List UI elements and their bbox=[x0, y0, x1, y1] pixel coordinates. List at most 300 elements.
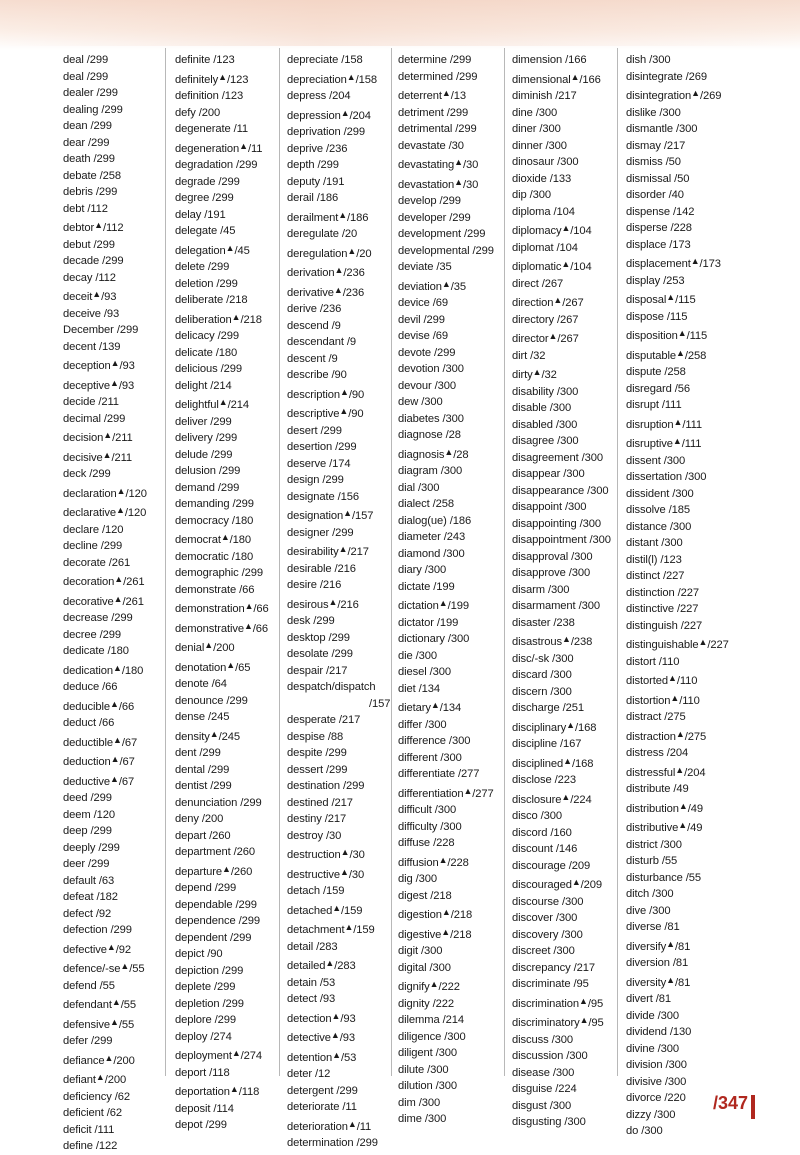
index-entry: devil /299 bbox=[398, 313, 445, 326]
triangle-marker-icon: ▲ bbox=[339, 406, 349, 416]
index-entry: decree /299 bbox=[63, 628, 121, 641]
index-entry: debate /258 bbox=[63, 169, 122, 182]
index-entry: diagnose /28 bbox=[398, 429, 461, 441]
index-entry: despise /88 bbox=[287, 730, 344, 743]
index-entry: deer /299 bbox=[63, 858, 110, 870]
index-entry: deductive▲/67 bbox=[63, 773, 135, 788]
index-entry: diner /300 bbox=[512, 123, 561, 135]
index-entry: digest /218 bbox=[398, 889, 452, 902]
index-entry: debut /299 bbox=[63, 238, 115, 251]
index-entry: depreciate /158 bbox=[287, 54, 363, 66]
triangle-marker-icon: ▲ bbox=[454, 157, 463, 167]
index-entry: December /299 bbox=[63, 324, 139, 336]
index-entry: defiant▲/200 bbox=[63, 1072, 127, 1086]
index-entry: different /300 bbox=[398, 751, 462, 764]
index-entry: discount /146 bbox=[512, 843, 578, 855]
index-entry: discriminate /95 bbox=[512, 978, 589, 990]
triangle-marker-icon: ▲ bbox=[116, 485, 126, 496]
index-entry: distinguish /227 bbox=[626, 619, 703, 632]
triangle-marker-icon: ▲ bbox=[561, 259, 571, 269]
index-entry: definite /123 bbox=[175, 54, 235, 66]
index-entry: dictator /199 bbox=[398, 616, 459, 629]
index-entry: deprive /236 bbox=[287, 142, 348, 155]
index-entry: dislike /300 bbox=[626, 106, 681, 119]
index-entry: discreet /300 bbox=[512, 945, 575, 957]
index-entry: derivative▲/236 bbox=[287, 284, 365, 299]
index-entry: differentiation▲/277 bbox=[398, 785, 494, 800]
index-entry: dioxide /133 bbox=[512, 172, 572, 185]
index-entry: dilution /300 bbox=[398, 1080, 458, 1092]
index-entry: designer /299 bbox=[287, 526, 354, 539]
index-entry: desirable /216 bbox=[287, 562, 356, 575]
index-entry: decorate /261 bbox=[63, 556, 131, 569]
triangle-marker-icon: ▲ bbox=[666, 938, 675, 949]
index-entry: delightful▲/214 bbox=[175, 397, 249, 411]
index-entry: diploma /104 bbox=[512, 205, 575, 218]
index-entry: /157 bbox=[369, 697, 391, 710]
index-entry: disarmament /300 bbox=[512, 600, 600, 612]
index-entry: describe /90 bbox=[287, 369, 347, 381]
index-entry: diplomat /104 bbox=[512, 241, 578, 254]
index-entry: dictionary /300 bbox=[398, 633, 470, 645]
index-entry: dealer /299 bbox=[63, 87, 118, 99]
index-entry: death /299 bbox=[63, 153, 115, 165]
index-entry: devote /299 bbox=[398, 346, 456, 359]
index-entry: depression▲/204 bbox=[287, 107, 371, 122]
index-entry: dime /300 bbox=[398, 1113, 447, 1125]
triangle-marker-icon: ▲ bbox=[110, 358, 120, 368]
index-entry: disabled /300 bbox=[512, 418, 578, 431]
index-entry: defy /200 bbox=[175, 106, 221, 119]
triangle-marker-icon: ▲ bbox=[332, 902, 342, 913]
index-entry: disruptive▲/111 bbox=[626, 436, 702, 450]
index-entry: denunciation /299 bbox=[175, 796, 262, 809]
index-entry: deserve /174 bbox=[287, 457, 351, 470]
index-entry: depict /90 bbox=[175, 948, 223, 960]
index-entry: distributive▲/49 bbox=[626, 820, 703, 834]
triangle-marker-icon: ▲ bbox=[670, 692, 680, 703]
index-entry: deterioration▲/11 bbox=[287, 1118, 372, 1133]
index-entry: disperse /228 bbox=[626, 222, 692, 234]
index-entry: disarm /300 bbox=[512, 583, 570, 596]
index-entry: disaster /238 bbox=[512, 616, 575, 629]
index-entry: degeneration▲/11 bbox=[175, 140, 263, 155]
index-entry: devastation▲/30 bbox=[398, 176, 479, 191]
index-entry: desirous▲/216 bbox=[287, 596, 359, 611]
index-entry: deceptive▲/93 bbox=[63, 377, 135, 392]
triangle-marker-icon: ▲ bbox=[698, 637, 708, 647]
index-entry: defensive▲/55 bbox=[63, 1016, 135, 1031]
index-entry: diplomacy▲/104 bbox=[512, 223, 592, 237]
index-entry: deposit /114 bbox=[175, 1102, 234, 1115]
triangle-marker-icon: ▲ bbox=[454, 176, 463, 187]
index-entry: discord /160 bbox=[512, 826, 572, 839]
triangle-marker-icon: ▲ bbox=[344, 922, 354, 932]
index-entry: despatch/dispatch bbox=[287, 681, 376, 693]
triangle-marker-icon: ▲ bbox=[429, 979, 439, 989]
index-entry: distress /204 bbox=[626, 747, 689, 759]
index-entry: dean /299 bbox=[63, 120, 112, 132]
index-entry: declare /120 bbox=[63, 523, 124, 536]
triangle-marker-icon: ▲ bbox=[243, 620, 253, 631]
index-entry: discharge /251 bbox=[512, 702, 584, 714]
index-entry: diligent /300 bbox=[398, 1047, 458, 1059]
index-entry: discourse /300 bbox=[512, 895, 584, 908]
triangle-marker-icon: ▲ bbox=[244, 601, 254, 611]
index-entry: disappointing /300 bbox=[512, 517, 602, 530]
index-entry: derailment▲/186 bbox=[287, 209, 369, 224]
triangle-marker-icon: ▲ bbox=[332, 1049, 341, 1060]
page-number-bar bbox=[751, 1095, 755, 1119]
index-entry: divert /81 bbox=[626, 993, 672, 1005]
index-column-2 bbox=[175, 52, 287, 1134]
index-entry: delegation▲/45 bbox=[175, 242, 250, 257]
index-entry: diffusion▲/228 bbox=[398, 854, 469, 869]
triangle-marker-icon: ▲ bbox=[239, 140, 248, 151]
index-entry: deep /299 bbox=[63, 825, 112, 837]
triangle-marker-icon: ▲ bbox=[328, 596, 338, 607]
index-entry: defend /55 bbox=[63, 979, 115, 992]
index-entry: denounce /299 bbox=[175, 694, 248, 707]
index-entry: denotation▲/65 bbox=[175, 659, 251, 674]
index-entry: destructive▲/30 bbox=[287, 866, 365, 881]
index-entry: dental /299 bbox=[175, 763, 230, 776]
index-entry: diligence /300 bbox=[398, 1030, 466, 1043]
index-entry: dive /300 bbox=[626, 904, 671, 917]
triangle-marker-icon: ▲ bbox=[110, 773, 119, 784]
index-entry: despite /299 bbox=[287, 747, 347, 759]
index-entry: diversion /81 bbox=[626, 957, 689, 969]
triangle-marker-icon: ▲ bbox=[333, 284, 343, 295]
triangle-marker-icon: ▲ bbox=[441, 926, 451, 937]
index-entry: designation▲/157 bbox=[287, 508, 374, 522]
index-entry: discriminatory▲/95 bbox=[512, 1015, 604, 1029]
index-entry: degenerate /11 bbox=[175, 123, 249, 135]
index-entry: development /299 bbox=[398, 228, 486, 240]
index-entry: determined /299 bbox=[398, 70, 478, 83]
index-entry: disagreement /300 bbox=[512, 451, 603, 464]
index-entry: delicacy /299 bbox=[175, 330, 240, 342]
triangle-marker-icon: ▲ bbox=[226, 659, 236, 670]
index-entry: divine /300 bbox=[626, 1042, 680, 1055]
index-entry: diffuse /228 bbox=[398, 837, 455, 849]
index-entry: divisive /300 bbox=[626, 1075, 687, 1088]
index-column-3 bbox=[287, 52, 399, 1152]
triangle-marker-icon: ▲ bbox=[110, 1016, 119, 1027]
index-entry: do /300 bbox=[626, 1125, 663, 1137]
index-entry: detachment▲/159 bbox=[287, 922, 375, 936]
triangle-marker-icon: ▲ bbox=[340, 847, 350, 857]
index-entry: depiction /299 bbox=[175, 964, 244, 977]
triangle-marker-icon: ▲ bbox=[209, 728, 219, 739]
index-entry: department /260 bbox=[175, 846, 255, 858]
triangle-marker-icon: ▲ bbox=[566, 719, 575, 730]
index-entry: devour /300 bbox=[398, 379, 456, 392]
index-entry: departure▲/260 bbox=[175, 863, 253, 878]
index-entry: detailed▲/283 bbox=[287, 958, 356, 972]
index-entry: dialog(ue) /186 bbox=[398, 514, 472, 527]
triangle-marker-icon: ▲ bbox=[673, 416, 683, 427]
index-entry: deliberate /218 bbox=[175, 294, 248, 306]
index-entry: dedication▲/180 bbox=[63, 662, 144, 677]
index-entry: disapprove /300 bbox=[512, 567, 591, 579]
index-entry: deductible▲/67 bbox=[63, 734, 138, 749]
index-entry: decade /299 bbox=[63, 255, 124, 267]
index-entry: detection▲/93 bbox=[287, 1010, 356, 1025]
index-entry: declaration▲/120 bbox=[63, 485, 147, 500]
index-entry: detail /283 bbox=[287, 940, 338, 953]
index-entry: dilute /300 bbox=[398, 1063, 449, 1076]
index-entry: dividend /130 bbox=[626, 1026, 692, 1038]
triangle-marker-icon: ▲ bbox=[343, 508, 352, 518]
index-entry: discussion /300 bbox=[512, 1050, 588, 1062]
index-entry: device /69 bbox=[398, 297, 448, 309]
index-entry: define /122 bbox=[63, 1140, 118, 1152]
index-entry: decimal /299 bbox=[63, 412, 126, 425]
index-entry: deck /299 bbox=[63, 468, 111, 480]
index-entry: disposal▲/115 bbox=[626, 292, 696, 306]
index-entry: disclose /223 bbox=[512, 774, 577, 786]
index-entry: destiny /217 bbox=[287, 813, 347, 825]
index-entry: destined /217 bbox=[287, 796, 353, 809]
index-column-6 bbox=[626, 52, 738, 1140]
index-entry: depot /299 bbox=[175, 1119, 227, 1131]
index-entry: deportation▲/118 bbox=[175, 1084, 260, 1098]
index-entry: discard /300 bbox=[512, 669, 572, 681]
index-entry: divorce /220 bbox=[626, 1092, 686, 1104]
index-entry: digestion▲/218 bbox=[398, 907, 473, 921]
triangle-marker-icon: ▲ bbox=[325, 958, 335, 968]
index-entry: disclosure▲/224 bbox=[512, 791, 592, 806]
index-entry: desirability▲/217 bbox=[287, 544, 369, 558]
index-entry: direct /267 bbox=[512, 277, 564, 290]
triangle-marker-icon: ▲ bbox=[561, 791, 571, 802]
index-entry: dissertation /300 bbox=[626, 471, 707, 483]
index-entry: distance /300 bbox=[626, 520, 692, 533]
index-entry: digit /300 bbox=[398, 945, 443, 957]
index-entry: disregard /56 bbox=[626, 382, 691, 395]
index-entry: diesel /300 bbox=[398, 666, 452, 678]
triangle-marker-icon: ▲ bbox=[678, 800, 688, 811]
index-entry: destination /299 bbox=[287, 780, 365, 792]
index-entry: disputable▲/258 bbox=[626, 347, 707, 362]
index-column-1 bbox=[63, 52, 175, 1155]
triangle-marker-icon: ▲ bbox=[95, 1072, 105, 1082]
triangle-marker-icon: ▲ bbox=[103, 430, 113, 440]
index-entry: despair /217 bbox=[287, 664, 348, 677]
index-entry: digestive▲/218 bbox=[398, 926, 472, 941]
index-entry: deregulate /20 bbox=[287, 228, 358, 240]
index-entry: descriptive▲/90 bbox=[287, 406, 364, 420]
index-entry: disable /300 bbox=[512, 402, 572, 414]
triangle-marker-icon: ▲ bbox=[441, 88, 451, 98]
index-entry: dimensional▲/166 bbox=[512, 71, 601, 86]
triangle-marker-icon: ▲ bbox=[231, 1048, 241, 1058]
index-entry: deputy /191 bbox=[287, 175, 345, 188]
index-entry: diminish /217 bbox=[512, 90, 577, 102]
triangle-marker-icon: ▲ bbox=[579, 1015, 589, 1025]
index-entry: distribute /49 bbox=[626, 783, 689, 795]
index-entry: deduce /66 bbox=[63, 681, 118, 693]
index-entry: decay /112 bbox=[63, 271, 116, 284]
index-entry: deviation▲/35 bbox=[398, 278, 466, 293]
index-entry: desertion /299 bbox=[287, 441, 357, 453]
index-entry: distinctive /227 bbox=[626, 603, 699, 615]
index-entry: deficiency /62 bbox=[63, 1090, 131, 1103]
index-entry: delight /214 bbox=[175, 379, 232, 392]
index-entry: denote /64 bbox=[175, 678, 227, 690]
triangle-marker-icon: ▲ bbox=[111, 997, 121, 1007]
index-entry: dismay /217 bbox=[626, 139, 686, 152]
index-entry: deficient /62 bbox=[63, 1107, 123, 1119]
index-entry: disapproval /300 bbox=[512, 550, 593, 563]
index-entry: disintegrate /269 bbox=[626, 70, 708, 83]
index-entry: density▲/245 bbox=[175, 728, 240, 743]
triangle-marker-icon: ▲ bbox=[347, 1118, 357, 1129]
index-entry: deny /200 bbox=[175, 813, 224, 825]
triangle-marker-icon: ▲ bbox=[229, 1084, 239, 1094]
index-entry: desolate /299 bbox=[287, 648, 353, 660]
index-entry: deem /120 bbox=[63, 808, 115, 821]
index-entry: deployment▲/274 bbox=[175, 1048, 263, 1062]
index-entry: desperate /217 bbox=[287, 714, 361, 726]
index-entry: deduct /66 bbox=[63, 717, 115, 729]
index-entry: deprivation /299 bbox=[287, 126, 366, 138]
index-entry: decisive▲/211 bbox=[63, 449, 132, 464]
index-entry: derail /186 bbox=[287, 192, 339, 204]
index-entry: distressful▲/204 bbox=[626, 764, 706, 779]
index-entry: deliberation▲/218 bbox=[175, 311, 262, 326]
index-entry: difficult /300 bbox=[398, 804, 457, 816]
index-entry: distinction /227 bbox=[626, 586, 700, 599]
index-entry: deducible▲/66 bbox=[63, 698, 135, 713]
triangle-marker-icon: ▲ bbox=[340, 386, 349, 397]
index-entry: decent /139 bbox=[63, 340, 121, 353]
index-entry: differ /300 bbox=[398, 718, 447, 731]
index-entry: dinosaur /300 bbox=[512, 156, 579, 168]
index-entry: diameter /243 bbox=[398, 531, 466, 543]
triangle-marker-icon: ▲ bbox=[225, 242, 235, 253]
index-entry: delicious /299 bbox=[175, 363, 243, 375]
index-entry: dear /299 bbox=[63, 136, 110, 149]
triangle-marker-icon: ▲ bbox=[92, 289, 102, 299]
index-entry: distortion▲/110 bbox=[626, 692, 700, 707]
index-entry: distant /300 bbox=[626, 537, 683, 549]
index-entry: disruption▲/111 bbox=[626, 416, 703, 431]
triangle-marker-icon: ▲ bbox=[231, 311, 241, 322]
index-entry: degree /299 bbox=[175, 192, 234, 204]
triangle-marker-icon: ▲ bbox=[204, 640, 214, 650]
index-entry: dent /299 bbox=[175, 747, 221, 759]
triangle-marker-icon: ▲ bbox=[441, 278, 451, 289]
triangle-marker-icon: ▲ bbox=[532, 367, 542, 377]
triangle-marker-icon: ▲ bbox=[110, 377, 119, 388]
index-entry: diverse /81 bbox=[626, 921, 680, 933]
index-entry: descendant /9 bbox=[287, 336, 356, 348]
index-entry: deport /118 bbox=[175, 1066, 230, 1079]
index-entry: democratic /180 bbox=[175, 550, 254, 563]
index-entry: decline /299 bbox=[63, 540, 123, 552]
index-entry: detached▲/159 bbox=[287, 902, 363, 917]
triangle-marker-icon: ▲ bbox=[677, 328, 687, 338]
index-entry: depend /299 bbox=[175, 882, 237, 894]
index-entry: distil(l) /123 bbox=[626, 553, 682, 566]
index-entry: decision▲/211 bbox=[63, 430, 133, 444]
column-divider bbox=[391, 48, 392, 1076]
index-entry: design /299 bbox=[287, 474, 344, 486]
index-entry: displacement▲/173 bbox=[626, 256, 721, 270]
index-entry: disastrous▲/238 bbox=[512, 634, 593, 648]
index-entry: digital /300 bbox=[398, 961, 451, 974]
index-entry: dignity /222 bbox=[398, 997, 455, 1010]
index-entry: detach /159 bbox=[287, 885, 345, 897]
triangle-marker-icon: ▲ bbox=[102, 449, 112, 460]
column-divider bbox=[279, 48, 280, 1076]
triangle-marker-icon: ▲ bbox=[691, 88, 700, 98]
index-entry: demonstrative▲/66 bbox=[175, 620, 269, 635]
index-entry: distort /110 bbox=[626, 655, 680, 668]
index-entry: distinguishable▲/227 bbox=[626, 637, 729, 651]
index-entry: disgusting /300 bbox=[512, 1116, 586, 1128]
triangle-marker-icon: ▲ bbox=[675, 728, 685, 739]
index-entry: demographic /299 bbox=[175, 567, 263, 579]
index-entry: depreciation▲/158 bbox=[287, 71, 377, 86]
index-entry: depletion /299 bbox=[175, 997, 244, 1010]
triangle-marker-icon: ▲ bbox=[114, 574, 124, 584]
index-entry: desire /216 bbox=[287, 579, 342, 591]
index-entry: develop /299 bbox=[398, 195, 461, 207]
index-entry: dismissal /50 bbox=[626, 172, 690, 185]
triangle-marker-icon: ▲ bbox=[113, 734, 122, 745]
index-entry: deceit▲/93 bbox=[63, 289, 117, 303]
index-entry: denial▲/200 bbox=[175, 640, 235, 654]
index-entry: defence/-se▲/55 bbox=[63, 961, 145, 975]
index-entry: dictation▲/199 bbox=[398, 598, 469, 612]
index-entry: devise /69 bbox=[398, 330, 448, 342]
index-entry: discern /300 bbox=[512, 685, 572, 698]
index-entry: developmental /299 bbox=[398, 244, 494, 257]
index-entry: dizzy /300 bbox=[626, 1108, 676, 1121]
index-entry: disorder /40 bbox=[626, 189, 684, 201]
index-entry: division /300 bbox=[626, 1059, 687, 1071]
triangle-marker-icon: ▲ bbox=[218, 397, 228, 407]
index-entry: declarative▲/120 bbox=[63, 505, 147, 519]
index-entry: deletion /299 bbox=[175, 277, 238, 290]
index-entry: defection /299 bbox=[63, 924, 132, 936]
index-entry: deceive /93 bbox=[63, 307, 120, 320]
index-entry: disco /300 bbox=[512, 810, 562, 822]
index-entry: determine /299 bbox=[398, 54, 472, 66]
index-entry: dispute /258 bbox=[626, 366, 686, 378]
index-entry: disciplinary▲/168 bbox=[512, 719, 597, 734]
index-entry: dispose /115 bbox=[626, 310, 688, 323]
index-entry: deal /299 bbox=[63, 54, 109, 66]
index-entry: dissolve /185 bbox=[626, 504, 691, 516]
index-entry: debris /299 bbox=[63, 186, 118, 198]
triangle-marker-icon: ▲ bbox=[668, 673, 677, 683]
index-entry: delivery /299 bbox=[175, 432, 238, 444]
index-entry: dispense /142 bbox=[626, 205, 695, 218]
triangle-marker-icon: ▲ bbox=[222, 863, 231, 874]
column-divider bbox=[165, 48, 166, 1076]
index-entry: delegate /45 bbox=[175, 225, 236, 237]
index-entry: delusion /299 bbox=[175, 465, 241, 477]
index-entry: disgust /300 bbox=[512, 1099, 572, 1112]
index-column-4 bbox=[398, 52, 510, 1128]
index-entry: dimension /166 bbox=[512, 54, 587, 66]
triangle-marker-icon: ▲ bbox=[430, 700, 440, 710]
index-entry: disguise /224 bbox=[512, 1083, 577, 1095]
